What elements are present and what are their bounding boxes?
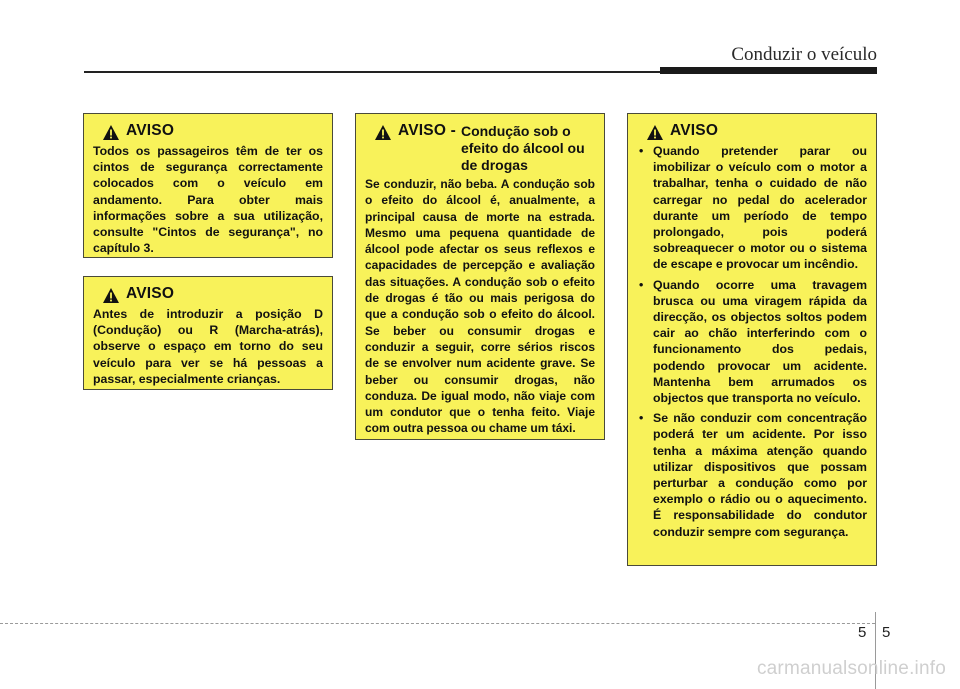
chapter-number: 5 <box>858 624 867 641</box>
warning-triangle-icon <box>102 124 120 141</box>
warning-list <box>637 143 867 540</box>
warning-triangle-icon <box>374 124 392 141</box>
warning-header <box>93 122 323 141</box>
warning-header <box>637 122 867 141</box>
list-item: • Quando pretender parar ou imobilizar o veículo com o motor a trabalhar, tenha o cuidado de não carregar no pedal do acelerador durante um período de tempo prolongado, pois poderá sobreaquecer o motor ou o sistema de escape e provocar um incêndio. <box>637 143 867 273</box>
warning-triangle-icon <box>102 287 120 304</box>
warning-header <box>365 122 595 174</box>
page-number: 5 <box>882 624 891 641</box>
warning-text: Se conduzir, não beba. A condução sob o efeito do álcool é, anualmente, a principal causa de morte na estrada. Mesmo uma pequena quantidade de álcool pode afectar os seus reflexos e capacidades de percepção e avaliação das situações. A condução sob o efeito de drogas é tão ou mais perigosa do que a condução sob o efeito do álcool. Se beber ou consumir drogas e conduzir a seguir, corre sérios riscos de se envolver num acidente grave. Se beber ou consumir drogas, não conduza. De igual modo, não viaje com um condutor que o tenha feito. Viaje com outra pessoa ou chame um táxi. <box>365 177 595 436</box>
warning-heading <box>398 122 595 174</box>
warning-title: AVISO <box>126 122 175 139</box>
footer-dashed-rule <box>0 623 875 624</box>
warning-title: AVISO <box>126 285 175 302</box>
warning-text: Antes de introduzir a posição D (Condução) ou R (Marcha-atrás), observe o espaço em torno do seu veículo para ver se há pessoas a passar, especialmente crianças. <box>93 307 323 386</box>
list-item: • Se não conduzir com concentração poderá ter um acidente. Por isso tenha a máxima atenção quando utilizar dispositivos que possam perturbar a condução como por exemplo o rádio ou o aquecimento. É responsabilidade do condutor conduzir sempre com segurança. <box>637 410 867 540</box>
list-item: • Quando ocorre uma travagem brusca ou uma viragem rápida da direcção, os objectos soltos podem cair ao chão interferindo com o funcionamento dos pedais, podendo provocar um acidente. Mantenha bem arrumados os objectos que transporta no veículo. <box>637 277 867 407</box>
section-title: Conduzir o veículo <box>731 44 877 65</box>
warning-triangle-icon <box>646 124 664 141</box>
warning-title: AVISO <box>670 122 719 139</box>
warning-subtitle: Condução sob o efeito do álcool ou de drogas <box>460 123 585 173</box>
warning-box-reversing <box>83 276 333 390</box>
warning-header <box>93 285 323 304</box>
header-bar <box>660 67 877 74</box>
watermark: carmanualsonline.info <box>756 658 946 679</box>
warning-title: AVISO - <box>398 122 456 139</box>
warning-box-driving-safety <box>627 113 877 566</box>
warning-box-alcohol-drugs <box>355 113 605 440</box>
warning-box-seatbelts <box>83 113 333 258</box>
warning-text: Todos os passageiros têm de ter os cintos de segurança correctamente colocados com o veículo em andamento. Para obter mais informações sobre a sua utilização, consulte "Cintos de segurança", no capítulo 3. <box>93 144 323 256</box>
header-rule <box>84 71 660 73</box>
